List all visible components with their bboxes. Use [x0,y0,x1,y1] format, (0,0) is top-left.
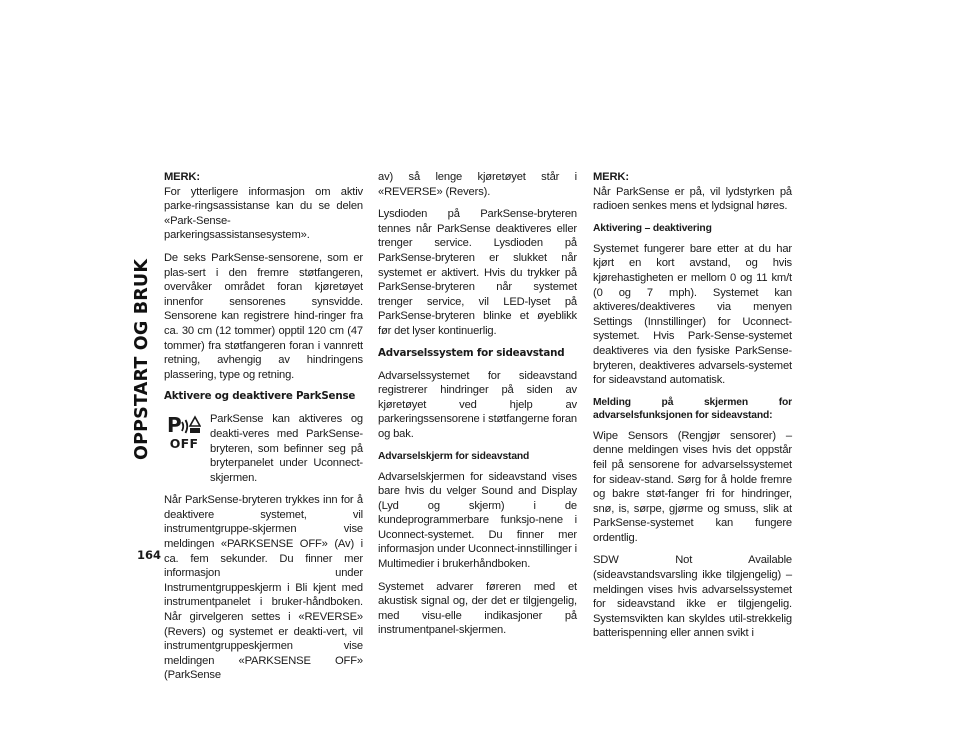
note [164,170,363,243]
paragraph: Advarselskjermen for sideavstand vises bare hvis du velger Sound and Display (Lyd og skjerm) i de kundeprogrammerbare funksjo-nene i Uconnect-systemet. Du finner mer informasjon under Uconnect-innstillinger i Multimedier i brukerhåndboken. [378,470,577,571]
svg-text:P: P [167,414,182,437]
note-heading: MERK: [593,171,629,183]
note-heading: MERK: [164,171,200,183]
paragraph: Lysdioden på ParkSense-bryteren tennes når ParkSense deaktiveres eller trenger service. Lysdioden på ParkSense-bryteren er slukket når systemet er aktivert. Hvis du trykker på ParkSense-bryteren når systemet trenger service, vil LED-lyset på ParkSense-bryteren blinke et øyeblikk før det lyser kontinuerlig. [378,208,577,337]
column-2 [378,170,577,646]
note [593,170,792,214]
paragraph: Systemet fungerer bare etter at du har kjørt en kort avstand, og hvis kjørehastigheten er mellom 0 og 11 km/t (0 og 7 mph). Systemet kan aktiveres/deaktiveres via menyen Settings (Innstillinger) for Uconnect-systemet. Hvis Park-Sense-systemet deaktiveres via den fysiske ParkSense-bryteren, deaktiveres advarsels-systemet for sideavstand automatisk. [593,242,792,387]
paragraph: SDW Not Available (sideavstandsvarsling ikke tilgjengelig) – meldingen vises hvis advarselssystemet for sideavstand ikke er tilgjengelig. Systemsvikten kan skyldes util-strekkelig batterispenning eller annen svikt i [593,554,792,640]
subheading-screen-message: Melding på skjermen for advarselsfunksjonen for sideavstand: [593,396,792,421]
parksense-off-icon [164,412,204,485]
icon-description: ParkSense kan aktiveres og deakti-veres med ParkSense-bryteren, som befinner seg på bryterpanelet under Uconnect-skjermen. [210,413,363,484]
paragraph: av) så lenge kjøretøyet står i «REVERSE» (Revers). [378,171,577,198]
subheading-activation: Aktivering – deaktivering [593,222,712,234]
note-text: For ytterligere informasjon om aktiv parke-ringsassistanse kan du se delen «Park-Sense-parkeringsassistansesystem». [164,185,363,242]
section-heading-activate: Aktivere og deaktivere ParkSense [164,390,356,403]
column-3 [593,170,792,649]
icon-block [164,412,363,485]
page-number: 164 [137,548,162,562]
paragraph: De seks ParkSense-sensorene, som er plas-sert i den fremre støtfangeren, overvåker området foran kjøretøyet innenfor sensorenes synsvidde. Sensorene kan registrere hind-ringer fra ca. 30 cm (12 tommer) opptil 120 cm (47 tommer) fra støtfangeren foran i vannrett retning, avhengig av hindringens plassering, type og retning. [164,251,363,381]
note-text: Når ParkSense er på, vil lydstyrken på radioen senkes mens et lydsignal høres. [593,185,792,213]
subheading-warning-screen: Advarselskjerm for sideavstand [378,450,530,462]
paragraph: Wipe Sensors (Rengjør sensorer) – denne meldingen vises hvis det oppstår feil på sensorene for advarselssystemet for sideav-stand. Sørg for å holde fremre og bakre støt-fanger fri for hindringer, snø, is, sørpe, gjørme og smuss, slik at ParkSense-systemet kan fungere ordentlig. [593,429,792,544]
paragraph: Når ParkSense-bryteren trykkes inn for å deaktivere systemet, vil instrumentgruppe-skjermen vise meldingen «PARKSENSE OFF» (Av) i ca. fem sekunder. Du finner mer informasjon under Instrumentgruppeskjerm i Bli kjent med instrumentpanelet i bruker-håndboken. Når girvelgeren settes i «REVERSE» (Revers) og systemet er deakti-vert, vil instrumentgruppeskjermen vise meldingen «PARKSENSE OFF» (ParkSense [164,494,363,682]
off-label: OFF [169,436,199,452]
paragraph: Systemet advarer føreren med et akustisk signal og, der det er tilgjengelig, med visu-elle indikasjoner på instrumentpanel-skjermen. [378,580,577,637]
section-side-title: OPPSTART OG BRUK [132,258,152,460]
parksense-symbol-icon [167,414,201,436]
column-1 [164,170,363,691]
paragraph: Advarselssystemet for sideavstand registrerer hindringer på siden av kjøretøyet ved hjelp av parkeringssensorene i støtfangerne foran og bak. [378,369,577,440]
section-heading-warning-system: Advarselssystem for sideavstand [378,346,565,359]
